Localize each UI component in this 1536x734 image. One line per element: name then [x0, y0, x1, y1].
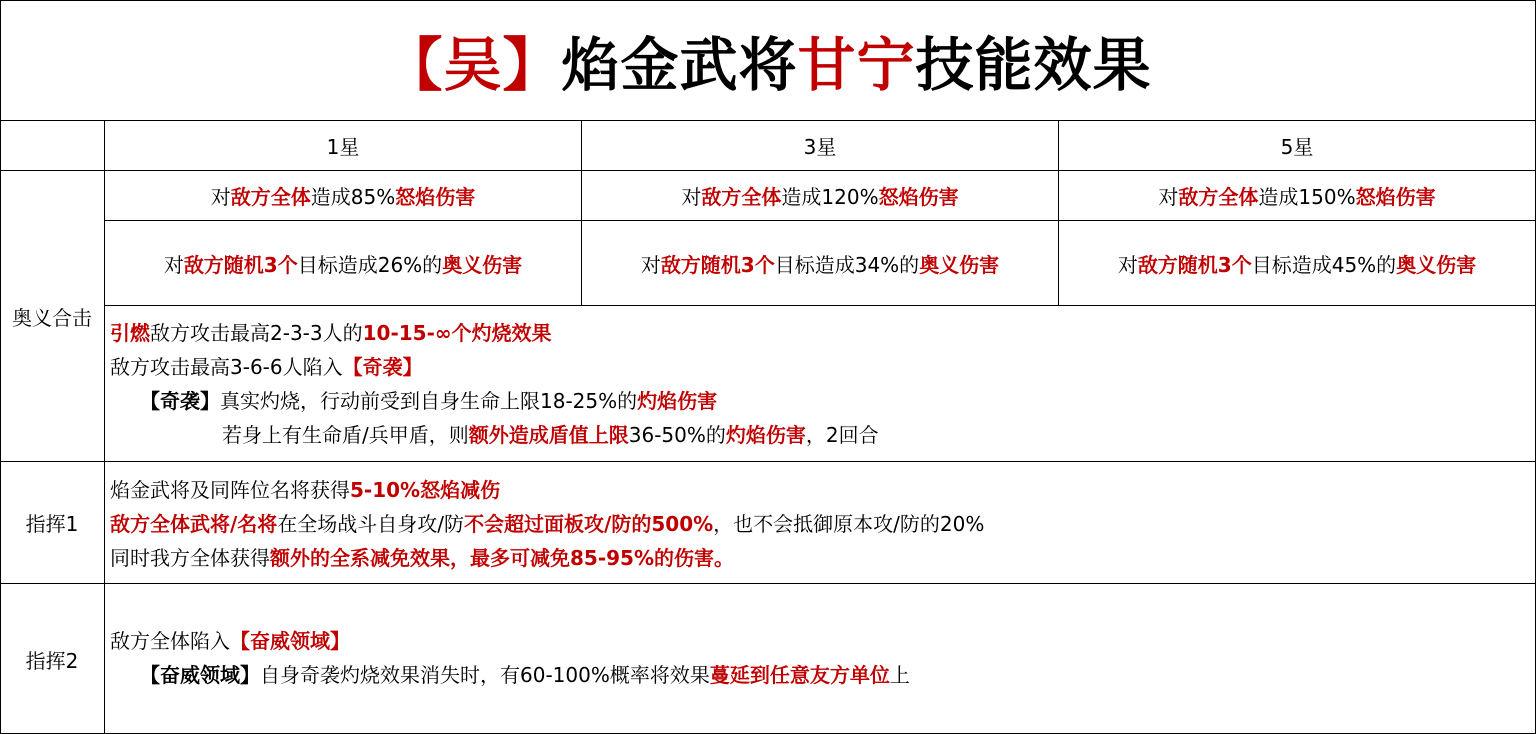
ultimate-random-star3 [582, 221, 1058, 305]
text-segment: 敌方随机3个 [660, 252, 775, 277]
text-segment: 敌方全体 [1178, 185, 1259, 209]
text-segment: 36-50%的 [628, 423, 726, 447]
row-label-command1: 指挥1 [25, 512, 79, 536]
text-segment: 敌方全体陷入 [110, 629, 230, 653]
desc-line [110, 658, 910, 692]
text-segment: 敌方全体 [701, 185, 782, 209]
desc-line [110, 350, 879, 384]
desc-line [110, 418, 879, 452]
ultimate-damage-star1 [105, 171, 581, 220]
ultimate-damage-star3 [582, 171, 1058, 220]
title-hero-prefix: 焰金武将 [561, 31, 798, 99]
text-segment: 目标造成34%的 [774, 252, 920, 277]
text-segment: 奥义伤害 [919, 252, 1000, 277]
text-segment: 在全场战斗自身攻/防 [277, 512, 465, 536]
header-star3: 3星 [803, 135, 837, 159]
text-segment: ，2回合 [805, 423, 879, 447]
text-segment: 【奇袭】 [342, 355, 423, 379]
text-segment: 怒焰伤害 [1355, 185, 1436, 209]
title-hero-name: 甘宁 [797, 31, 916, 99]
command2-description [110, 624, 910, 692]
text-segment: 焰金武将及同阵位名将获得 [110, 478, 350, 502]
text-segment: 【奇袭】 [140, 389, 220, 413]
text-segment: 额外造成盾值上限 [468, 423, 629, 447]
text-segment: 对 [210, 185, 231, 209]
text-segment: 奥义伤害 [442, 252, 523, 277]
text-segment: 上 [889, 663, 910, 687]
text-segment: 怒焰伤害 [395, 185, 476, 209]
row-label-command2: 指挥2 [25, 648, 79, 673]
text-segment: 造成150% [1258, 185, 1356, 209]
header-star1: 1星 [326, 135, 360, 159]
text-segment: 【奋威领域】 [140, 663, 260, 687]
ultimate-description [110, 316, 879, 452]
ultimate-random-star5 [1059, 221, 1535, 305]
title-suffix: 技能效果 [915, 31, 1152, 99]
text-segment: 对 [163, 252, 184, 277]
text-segment: 对 [1158, 185, 1179, 209]
command1-description [110, 473, 984, 575]
row-label-ultimate: 奥义合击 [12, 305, 92, 330]
text-segment: 目标造成26%的 [297, 252, 443, 277]
text-segment: 造成120% [781, 185, 879, 209]
grid-line [104, 305, 1536, 306]
text-segment: 目标造成45%的 [1251, 252, 1397, 277]
desc-line [110, 384, 879, 418]
text-segment: ，也不会抵御原本攻/防的20% [713, 512, 985, 536]
text-segment: 敌方全体 [230, 185, 311, 209]
text-segment: 敌方攻击最高3-6-6人陷入 [110, 355, 343, 379]
page-title [0, 0, 1536, 120]
ultimate-damage-star5 [1059, 171, 1535, 220]
text-segment: 5-10%怒焰减伤 [350, 478, 501, 502]
grid-line [0, 461, 1536, 462]
desc-line [110, 473, 984, 507]
text-segment: 真实灼烧，行动前受到自身生命上限18-25%的 [220, 389, 638, 413]
text-segment: 奥义伤害 [1396, 252, 1477, 277]
text-segment: 敌方全体武将/名将 [110, 512, 278, 536]
text-segment: 若身上有生命盾/兵甲盾，则 [222, 423, 469, 447]
text-segment: 不会超过面板攻/防的500% [464, 512, 714, 536]
desc-line [110, 507, 984, 541]
text-segment: 【奋威领域】 [230, 629, 350, 653]
text-segment: 同时我方全体获得 [110, 546, 270, 570]
header-star5: 5星 [1280, 135, 1314, 159]
text-segment: 10-15-∞个灼烧效果 [362, 321, 552, 345]
grid-line [0, 583, 1536, 584]
text-segment: 额外的全系减免效果，最多可减免85-95%的伤害。 [270, 546, 735, 570]
text-segment: 敌方攻击最高2-3-3人的 [150, 321, 363, 345]
text-segment: 敌方随机3个 [183, 252, 298, 277]
text-segment: 对 [640, 252, 661, 277]
title-bracket-open: 【 [384, 31, 444, 99]
text-segment: 蔓延到任意友方单位 [709, 663, 890, 687]
ultimate-random-star1 [105, 221, 581, 305]
text-segment: 对 [1117, 252, 1138, 277]
desc-line [110, 316, 879, 350]
text-segment: 怒焰伤害 [878, 185, 959, 209]
desc-line [110, 541, 984, 575]
text-segment: 造成85% [310, 185, 396, 209]
text-segment: 引燃 [110, 321, 150, 345]
desc-line [110, 624, 910, 658]
text-segment: 灼焰伤害 [725, 423, 806, 447]
text-segment: 自身奇袭灼烧效果消失时，有60-100%概率将效果 [260, 663, 710, 687]
text-segment: 灼焰伤害 [637, 389, 718, 413]
title-faction: 吴 [443, 31, 503, 99]
text-segment: 对 [681, 185, 702, 209]
text-segment: 敌方随机3个 [1137, 252, 1252, 277]
title-bracket-close: 】 [502, 31, 562, 99]
